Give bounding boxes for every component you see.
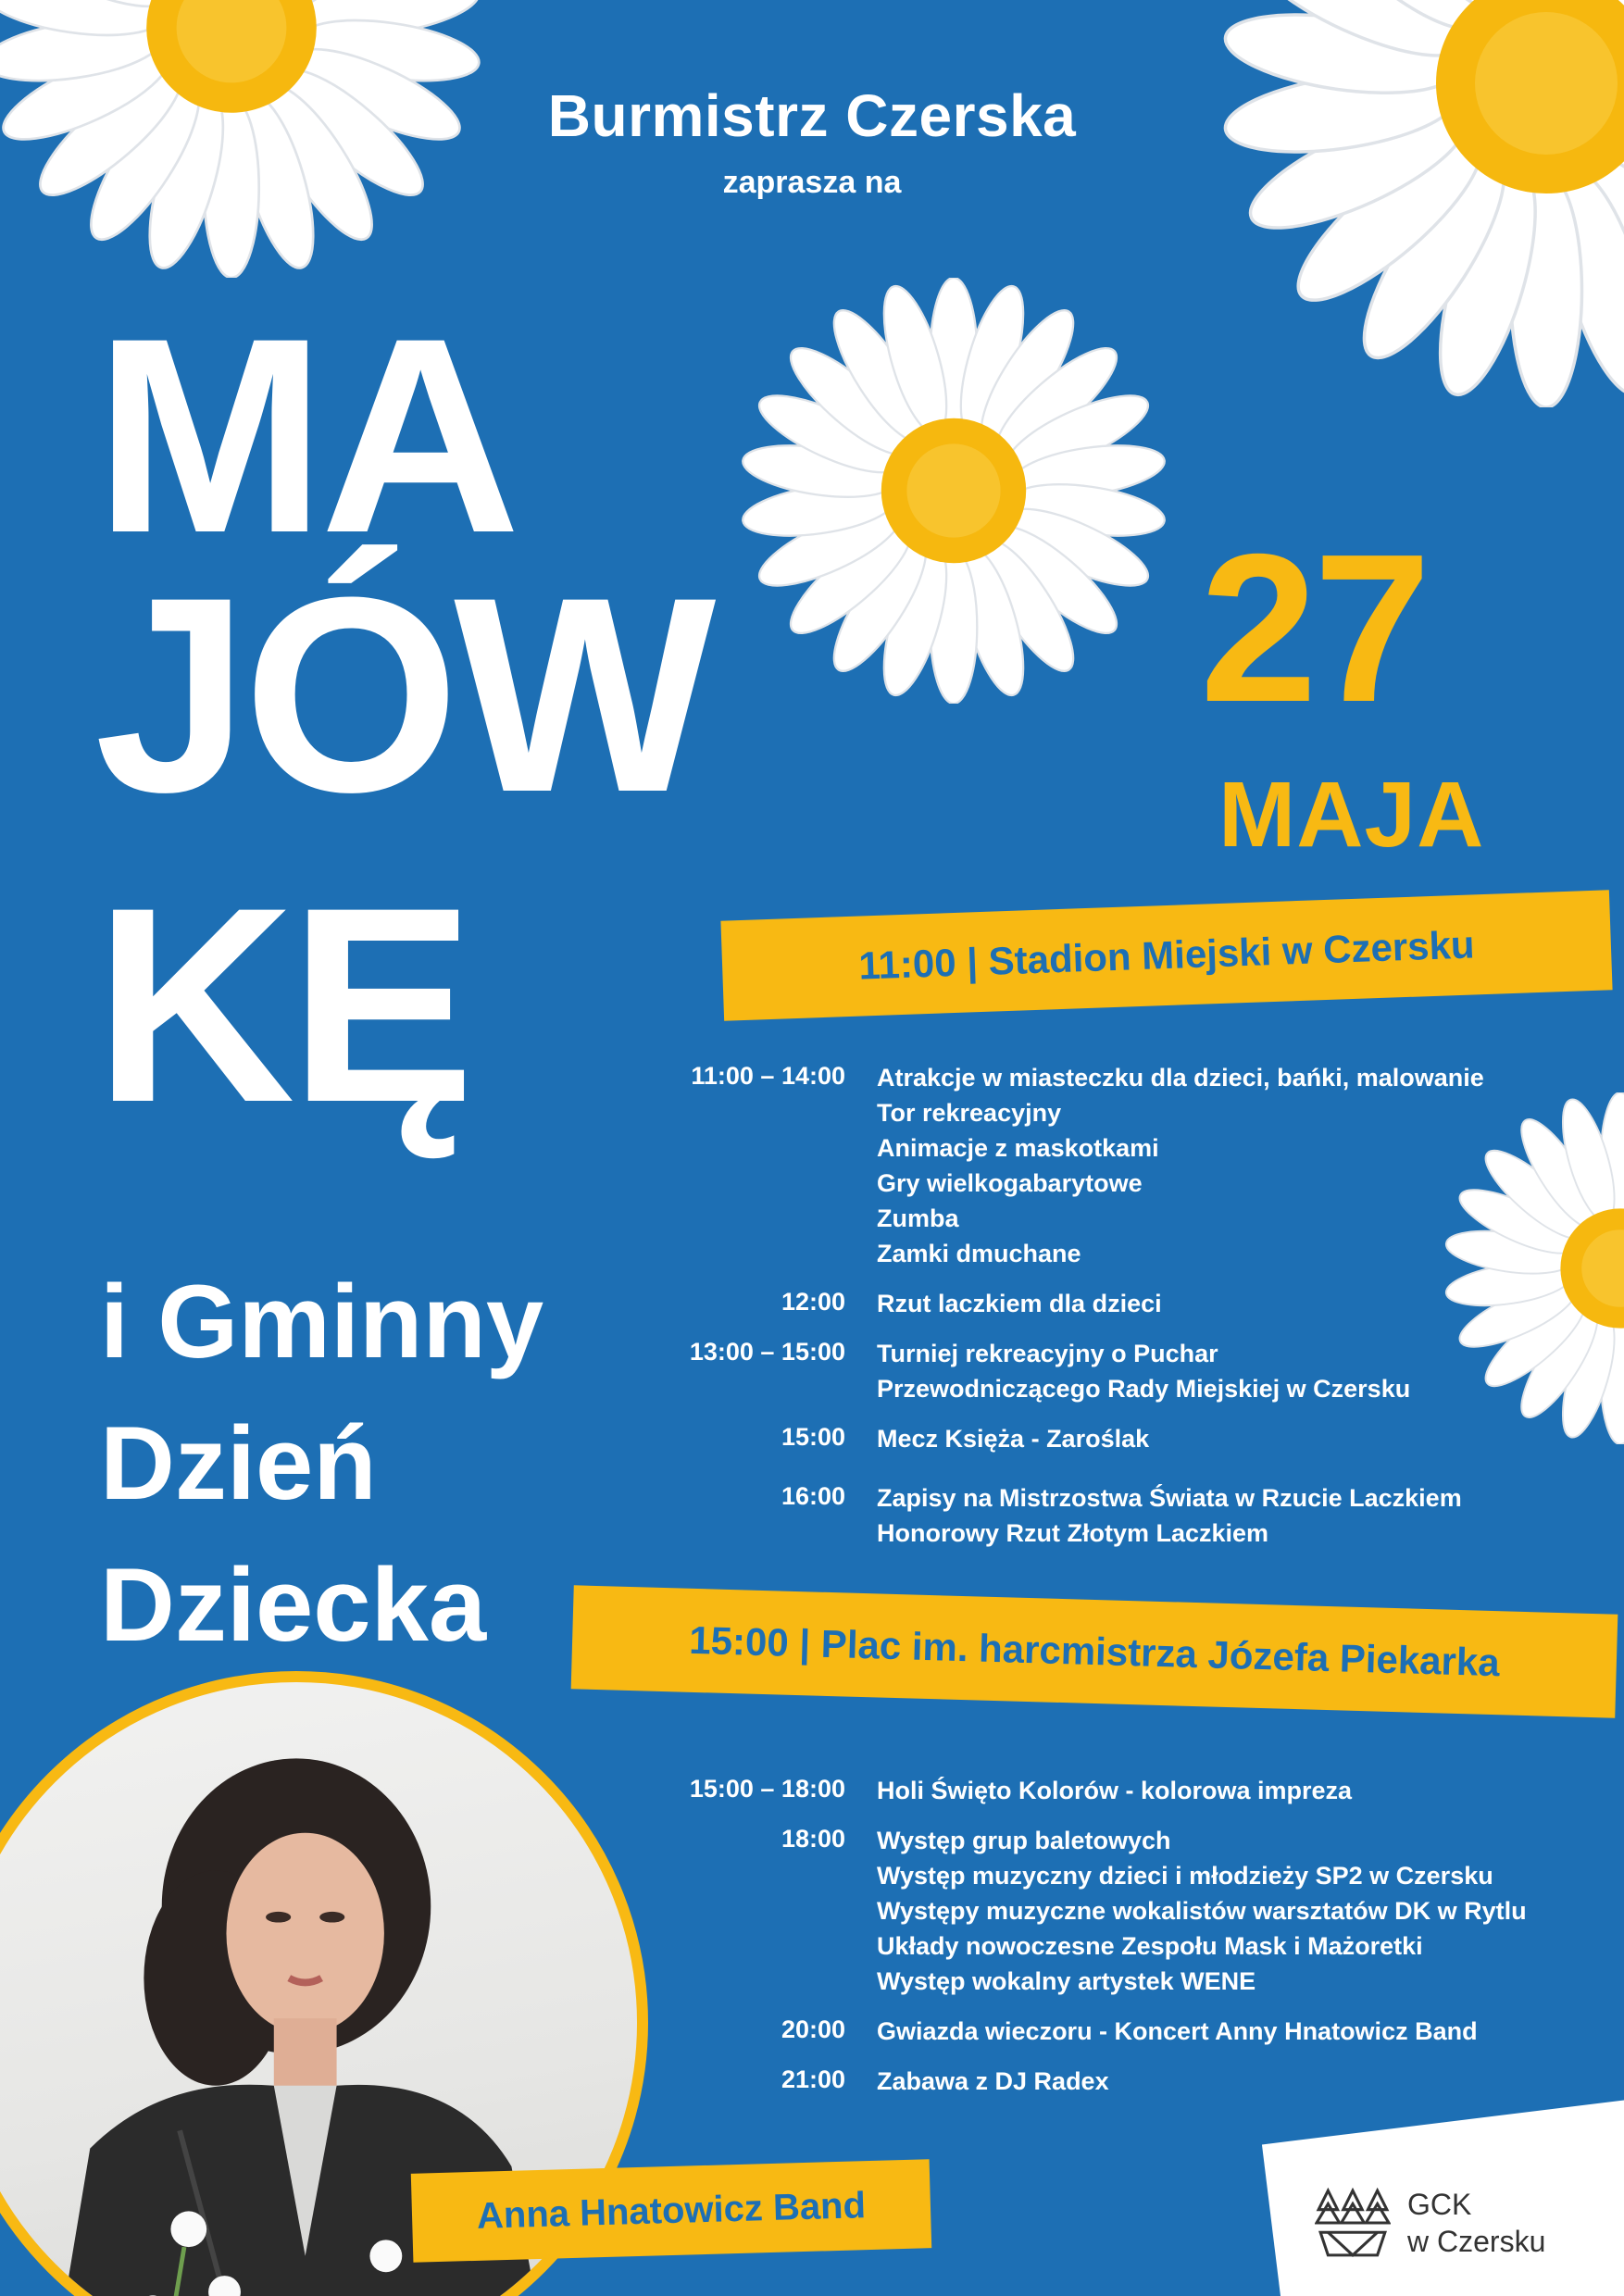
title-line-1: MA: [94, 280, 516, 591]
schedule-item: Turniej rekreacyjny o Puchar: [877, 1340, 1218, 1367]
schedule-item: Występy muzyczne wokalistów warsztatów DK w Rytlu: [877, 1897, 1527, 1925]
schedule-item: Tor rekreacyjny: [877, 1099, 1062, 1127]
schedule-item: Zamki dmuchane: [877, 1240, 1081, 1267]
schedule-item: Występ muzyczny dzieci i młodzieży SP2 w Czersku: [877, 1862, 1493, 1890]
subtitle-line-1: i Gminny: [100, 1264, 544, 1379]
schedule-time: 16:00: [781, 1482, 845, 1510]
daisy-top-right: [1222, 0, 1624, 407]
venue-2-band: [571, 1585, 1618, 1717]
schedule-time: 20:00: [781, 2015, 845, 2043]
schedule-item: Zumba: [877, 1204, 959, 1232]
schedule-item: Animacje z maskotkami: [877, 1134, 1159, 1162]
date-day: 27: [1200, 511, 1428, 746]
schedule-time: 12:00: [781, 1288, 845, 1316]
gck-logo: [1315, 2185, 1545, 2261]
schedule-row: [648, 1773, 1620, 1808]
schedule-item: Zapisy na Mistrzostwa Świata w Rzucie Laczkiem: [877, 1484, 1462, 1512]
venue-2-label: 15:00 | Plac im. harcmistrza Józefa Piekarka: [688, 1617, 1501, 1685]
schedule-time: 11:00 – 14:00: [691, 1062, 845, 1090]
schedule-row: [648, 1421, 1620, 1456]
schedule-time: 18:00: [781, 1825, 845, 1853]
subtitle-line-3: Dziecka: [100, 1547, 487, 1663]
schedule-time: 21:00: [781, 2065, 845, 2093]
title-line-3: KĘ: [94, 849, 469, 1160]
schedule-item: Układy nowoczesne Zespołu Mask i Mażoretki: [877, 1932, 1423, 1960]
schedule-time: 13:00 – 15:00: [689, 1338, 845, 1366]
organizer-title: Burmistrz Czerska: [547, 82, 1077, 149]
schedule-item: Gry wielkogabarytowe: [877, 1169, 1143, 1197]
invite-text: zaprasza na: [722, 165, 902, 200]
date-month: MAJA: [1218, 763, 1485, 867]
schedule-item: Atrakcje w miasteczku dla dzieci, bańki, malowanie: [877, 1064, 1484, 1092]
artist-name: Anna Hnatowicz Band: [476, 2184, 867, 2237]
schedule-item: Holi Święto Kolorów - kolorowa impreza: [877, 1777, 1353, 1804]
venue-1-schedule: [648, 1060, 1620, 1551]
title-line-2: JÓW: [94, 539, 711, 850]
schedule-time: 15:00 – 18:00: [689, 1775, 845, 1803]
schedule-item: Gwiazda wieczoru - Koncert Anny Hnatowicz Band: [877, 2017, 1478, 2045]
schedule-row: [648, 2064, 1620, 2099]
logo-line-2: w Czersku: [1407, 2225, 1546, 2258]
schedule-item: Występ wokalny artystek WENE: [877, 1967, 1256, 1995]
artist-name-band: [411, 2159, 931, 2263]
schedule-item: Rzut laczkiem dla dzieci: [877, 1290, 1162, 1317]
daisy-center: [741, 278, 1167, 704]
venue-1-band: [720, 890, 1612, 1020]
venue-1-label: 11:00 | Stadion Miejski w Czersku: [857, 922, 1476, 988]
schedule-row: [648, 2014, 1620, 2049]
schedule-item: Występ grup baletowych: [877, 1827, 1171, 1854]
schedule-item: Przewodniczącego Rady Miejskiej w Czersku: [877, 1375, 1411, 1403]
venue-2-schedule: [648, 1773, 1620, 2099]
schedule-row: [648, 1060, 1620, 1271]
schedule-row: [648, 1480, 1620, 1551]
schedule-item: Mecz Księża - Zaroślak: [877, 1425, 1150, 1453]
schedule-time: 15:00: [781, 1423, 845, 1451]
logo-line-1: GCK: [1407, 2188, 1472, 2221]
trees-icon: [1315, 2185, 1391, 2261]
schedule-row: [648, 1286, 1620, 1321]
schedule-item: Zabawa z DJ Radex: [877, 2067, 1109, 2095]
subtitle-line-2: Dzień: [100, 1405, 377, 1521]
schedule-row: [648, 1823, 1620, 1999]
schedule-row: [648, 1336, 1620, 1406]
schedule-item: Honorowy Rzut Złotym Laczkiem: [877, 1519, 1269, 1547]
